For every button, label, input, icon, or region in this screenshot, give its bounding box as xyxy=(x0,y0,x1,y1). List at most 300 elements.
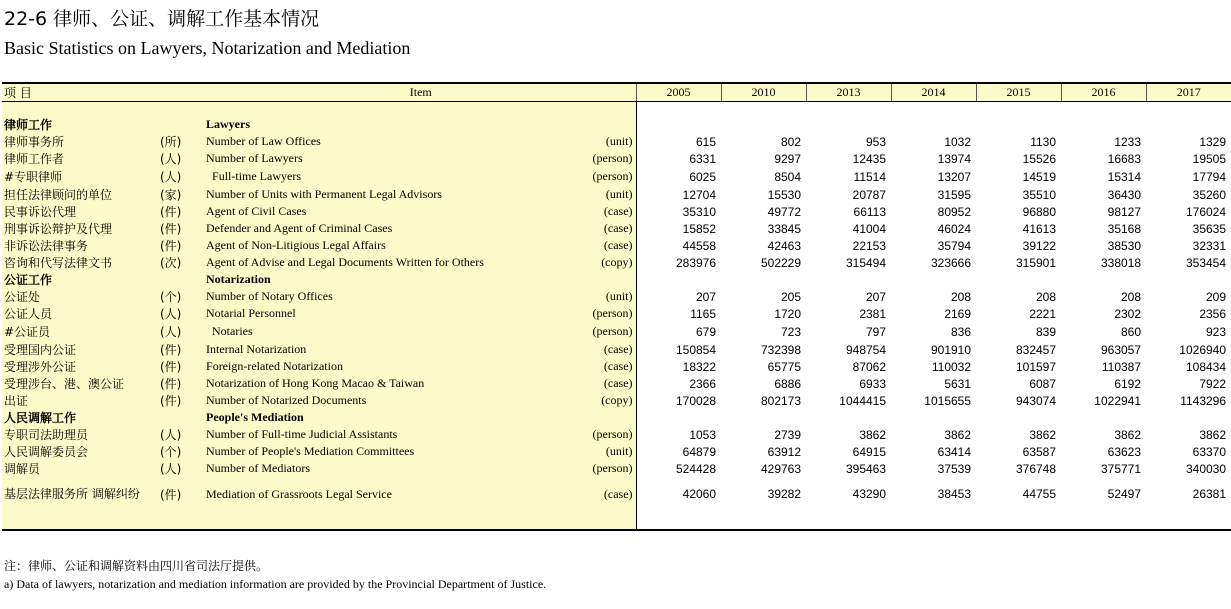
value-cell: 39282 xyxy=(767,487,802,501)
row-unit-cn: (人) xyxy=(160,305,206,322)
value-cell: 732398 xyxy=(760,342,802,357)
value-cell: 108434 xyxy=(1185,359,1227,374)
table-row xyxy=(2,392,1231,409)
table-row xyxy=(2,426,1231,443)
value-cell: 44558 xyxy=(682,238,717,253)
page-title-cn: 22-6 律师、公证、调解工作基本情况 xyxy=(4,8,320,30)
row-unit-cn: (人) xyxy=(160,322,206,341)
row-label-cn: 调解员 xyxy=(2,460,160,477)
value-cell: 839 xyxy=(1035,324,1057,339)
value-cell: 17794 xyxy=(1192,169,1227,184)
value-cell: 2169 xyxy=(944,306,972,321)
blank-cell xyxy=(806,511,891,530)
blank-cell xyxy=(160,116,206,133)
blank-cell xyxy=(2,511,160,530)
value-cell: 35168 xyxy=(1107,221,1142,236)
value-cell: 98127 xyxy=(1107,204,1142,219)
row-label-cn: 公证人员 xyxy=(2,305,160,322)
value-cell: 9297 xyxy=(774,151,802,166)
value-cell: 66113 xyxy=(853,204,887,219)
value-cell: 429763 xyxy=(760,461,802,476)
value-cell: 340030 xyxy=(1185,461,1227,476)
row-label-en: Foreign-related Notarization xyxy=(206,358,536,375)
value-cell: 33845 xyxy=(767,221,802,236)
blank-cell xyxy=(976,511,1061,530)
value-cell: 323666 xyxy=(930,255,972,270)
row-unit-en: (person) xyxy=(536,322,636,341)
value-cell: 208 xyxy=(1035,289,1057,304)
row-unit-en: (case) xyxy=(536,203,636,220)
blank-cell xyxy=(536,102,636,117)
value-cell: 3862 xyxy=(859,427,887,442)
row-label-en: Full-time Lawyers xyxy=(206,167,536,186)
blank-cell xyxy=(160,271,206,288)
value-cell: 1233 xyxy=(1114,134,1142,149)
blank-cell xyxy=(806,409,891,426)
value-cell: 832457 xyxy=(1015,342,1057,357)
value-cell: 6933 xyxy=(859,376,887,391)
value-cell: 5631 xyxy=(944,376,972,391)
blank-cell xyxy=(636,409,721,426)
value-cell: 35794 xyxy=(937,238,972,253)
value-cell: 207 xyxy=(695,289,717,304)
row-label-en: Notarization of Hong Kong Macao & Taiwan xyxy=(206,375,536,392)
value-cell: 836 xyxy=(950,324,972,339)
value-cell: 3862 xyxy=(944,427,972,442)
blank-cell xyxy=(891,409,976,426)
value-cell: 32331 xyxy=(1192,238,1227,253)
row-unit-en: (unit) xyxy=(536,288,636,305)
row-unit-en: (unit) xyxy=(536,133,636,150)
blank-cell xyxy=(536,409,636,426)
table-row xyxy=(2,460,1231,477)
row-label-cn: 律师工作者 xyxy=(2,150,160,167)
blank-cell xyxy=(636,116,721,133)
value-cell: 63912 xyxy=(767,444,802,459)
row-label-cn: 受理国内公证 xyxy=(2,341,160,358)
value-cell: 110032 xyxy=(931,359,972,374)
value-cell: 502229 xyxy=(760,255,802,270)
table-row xyxy=(2,203,1231,220)
row-label-en: Number of Lawyers xyxy=(206,150,536,167)
table-row xyxy=(2,254,1231,271)
blank-cell xyxy=(891,271,976,288)
row-label-cn: 民事诉讼代理 xyxy=(2,203,160,220)
row-unit-cn: (件) xyxy=(160,392,206,409)
value-cell: 802 xyxy=(780,134,802,149)
table-row xyxy=(2,186,1231,203)
value-cell: 6025 xyxy=(689,169,717,184)
footnote-en: a) Data of lawyers, notarization and mediation information are provided by the Provincial Department of Justice. xyxy=(4,577,547,591)
row-label-cn: 律师事务所 xyxy=(2,133,160,150)
value-cell: 42463 xyxy=(767,238,802,253)
row-unit-cn: (所) xyxy=(160,133,206,150)
blank-cell xyxy=(536,271,636,288)
row-label-cn: #专职律师 xyxy=(2,167,160,186)
blank-cell xyxy=(636,271,721,288)
value-cell: 923 xyxy=(1205,324,1227,339)
value-cell: 44755 xyxy=(1022,487,1057,501)
table-row xyxy=(2,358,1231,375)
value-cell: 2356 xyxy=(1199,306,1227,321)
blank-cell xyxy=(1146,409,1231,426)
value-cell: 38530 xyxy=(1107,238,1142,253)
row-label-cn: 非诉讼法律事务 xyxy=(2,237,160,254)
table-row xyxy=(2,133,1231,150)
blank-cell xyxy=(206,102,536,117)
row-unit-en: (case) xyxy=(536,341,636,358)
row-unit-en: (copy) xyxy=(536,392,636,409)
row-label-cn: 基层法律服务所 调解纠纷 xyxy=(2,477,160,511)
row-label-cn: 受理涉外公证 xyxy=(2,358,160,375)
value-cell: 963057 xyxy=(1100,342,1142,357)
header-item-cn: 项 目 xyxy=(2,83,206,102)
row-unit-en: (case) xyxy=(536,237,636,254)
value-cell: 15314 xyxy=(1107,169,1142,184)
value-cell: 20787 xyxy=(852,187,887,202)
value-cell: 35310 xyxy=(682,204,717,219)
row-unit-cn: (个) xyxy=(160,443,206,460)
section-label-en: Lawyers xyxy=(206,116,536,133)
value-cell: 13207 xyxy=(937,169,972,184)
value-cell: 524428 xyxy=(675,461,717,476)
value-cell: 2302 xyxy=(1114,306,1142,321)
blank-cell xyxy=(976,409,1061,426)
blank-cell xyxy=(636,511,721,530)
table-row xyxy=(2,237,1231,254)
blank-cell xyxy=(721,409,806,426)
row-unit-cn: (家) xyxy=(160,186,206,203)
section-label-cn: 律师工作 xyxy=(2,116,160,133)
row-unit-en: (unit) xyxy=(536,443,636,460)
value-cell: 16683 xyxy=(1107,151,1142,166)
row-label-en: Number of Units with Permanent Legal Advisors xyxy=(206,186,536,203)
value-cell: 39122 xyxy=(1022,238,1057,253)
value-cell: 43290 xyxy=(852,487,887,501)
value-cell: 31595 xyxy=(937,187,972,202)
value-cell: 6886 xyxy=(774,376,802,391)
value-cell: 209 xyxy=(1205,289,1227,304)
blank-cell xyxy=(806,102,891,117)
row-label-cn: 出证 xyxy=(2,392,160,409)
value-cell: 1720 xyxy=(774,306,802,321)
table-row xyxy=(2,305,1231,322)
value-cell: 110387 xyxy=(1101,359,1142,374)
header-year: 2005 xyxy=(636,83,721,102)
value-cell: 2739 xyxy=(774,427,802,442)
section-label-en: People's Mediation xyxy=(206,409,536,426)
value-cell: 18322 xyxy=(682,359,717,374)
value-cell: 3862 xyxy=(1114,427,1142,442)
row-unit-en: (person) xyxy=(536,460,636,477)
blank-cell xyxy=(536,511,636,530)
row-unit-cn: (人) xyxy=(160,460,206,477)
row-label-cn: 公证处 xyxy=(2,288,160,305)
value-cell: 150854 xyxy=(675,342,717,357)
value-cell: 11514 xyxy=(853,169,887,184)
value-cell: 19505 xyxy=(1192,151,1227,166)
value-cell: 41613 xyxy=(1022,221,1057,236)
row-unit-en: (person) xyxy=(536,167,636,186)
row-label-cn: 人民调解委员会 xyxy=(2,443,160,460)
value-cell: 315494 xyxy=(845,255,887,270)
value-cell: 41004 xyxy=(852,221,887,236)
row-unit-cn: (人) xyxy=(160,167,206,186)
blank-cell xyxy=(1146,116,1231,133)
value-cell: 38453 xyxy=(937,487,972,501)
row-unit-cn: (个) xyxy=(160,288,206,305)
value-cell: 338018 xyxy=(1100,255,1142,270)
value-cell: 37539 xyxy=(937,461,972,476)
row-label-en: Mediation of Grassroots Legal Service xyxy=(206,477,536,511)
section-row xyxy=(2,271,1231,288)
value-cell: 353454 xyxy=(1185,255,1227,270)
blank-cell xyxy=(721,116,806,133)
row-label-en: Defender and Agent of Criminal Cases xyxy=(206,220,536,237)
blank-cell xyxy=(806,271,891,288)
header-item-en: Item xyxy=(206,83,636,102)
spacer-row xyxy=(2,511,1231,530)
blank-cell xyxy=(1061,102,1146,117)
value-cell: 207 xyxy=(865,289,887,304)
header-year: 2014 xyxy=(891,83,976,102)
row-label-en: Number of Notarized Documents xyxy=(206,392,536,409)
value-cell: 64879 xyxy=(682,444,717,459)
blank-cell xyxy=(976,116,1061,133)
value-cell: 8504 xyxy=(774,169,802,184)
row-label-en: Number of People's Mediation Committees xyxy=(206,443,536,460)
value-cell: 1015655 xyxy=(924,393,972,408)
blank-cell xyxy=(721,102,806,117)
value-cell: 26381 xyxy=(1192,487,1227,501)
statistics-table xyxy=(2,82,1231,531)
footnote-cn: 注：律师、公证和调解资料由四川省司法厅提供。 xyxy=(4,559,269,573)
header-year: 2016 xyxy=(1061,83,1146,102)
value-cell: 802173 xyxy=(760,393,802,408)
row-unit-cn: (件) xyxy=(160,477,206,511)
value-cell: 208 xyxy=(1120,289,1142,304)
value-cell: 46024 xyxy=(937,221,972,236)
value-cell: 12435 xyxy=(852,151,887,166)
row-unit-en: (unit) xyxy=(536,186,636,203)
table-row xyxy=(2,375,1231,392)
value-cell: 679 xyxy=(695,324,717,339)
value-cell: 948754 xyxy=(845,342,887,357)
row-unit-en: (case) xyxy=(536,375,636,392)
blank-cell xyxy=(2,102,160,117)
blank-cell xyxy=(636,102,721,117)
row-label-cn: 受理涉台、港、澳公证 xyxy=(2,375,160,392)
value-cell: 901910 xyxy=(930,342,972,357)
row-unit-cn: (件) xyxy=(160,375,206,392)
row-unit-en: (person) xyxy=(536,305,636,322)
row-label-en: Number of Notary Offices xyxy=(206,288,536,305)
row-label-cn: 专职司法助理员 xyxy=(2,426,160,443)
header-year: 2015 xyxy=(976,83,1061,102)
value-cell: 1022941 xyxy=(1094,393,1142,408)
row-unit-en: (case) xyxy=(536,358,636,375)
value-cell: 13974 xyxy=(937,151,972,166)
blank-cell xyxy=(1146,102,1231,117)
row-unit-cn: (人) xyxy=(160,150,206,167)
table-row xyxy=(2,477,1231,511)
page-title-en: Basic Statistics on Lawyers, Notarization and Mediation xyxy=(4,38,411,58)
blank-cell xyxy=(1061,116,1146,133)
row-label-en: Agent of Civil Cases xyxy=(206,203,536,220)
table-row xyxy=(2,322,1231,341)
value-cell: 283976 xyxy=(675,255,717,270)
blank-cell xyxy=(206,511,536,530)
table-row xyxy=(2,150,1231,167)
value-cell: 7922 xyxy=(1199,376,1227,391)
row-label-cn: #公证员 xyxy=(2,322,160,341)
value-cell: 63370 xyxy=(1192,444,1227,459)
row-label-en: Number of Mediators xyxy=(206,460,536,477)
row-unit-cn: (人) xyxy=(160,426,206,443)
section-label-cn: 公证工作 xyxy=(2,271,160,288)
value-cell: 87062 xyxy=(852,359,887,374)
row-label-en: Notarial Personnel xyxy=(206,305,536,322)
section-label-en: Notarization xyxy=(206,271,536,288)
value-cell: 14519 xyxy=(1022,169,1057,184)
row-label-cn: 咨询和代写法律文书 xyxy=(2,254,160,271)
table-row xyxy=(2,220,1231,237)
row-label-cn: 刑事诉讼辩护及代理 xyxy=(2,220,160,237)
value-cell: 315901 xyxy=(1015,255,1057,270)
value-cell: 953 xyxy=(865,134,887,149)
value-cell: 35635 xyxy=(1192,221,1227,236)
row-label-cn: 担任法律顾问的单位 xyxy=(2,186,160,203)
table-row xyxy=(2,288,1231,305)
value-cell: 65775 xyxy=(767,359,802,374)
value-cell: 63587 xyxy=(1022,444,1057,459)
blank-cell xyxy=(160,511,206,530)
blank-cell xyxy=(891,116,976,133)
blank-cell xyxy=(1061,511,1146,530)
value-cell: 395463 xyxy=(845,461,887,476)
row-unit-en: (copy) xyxy=(536,254,636,271)
value-cell: 42060 xyxy=(682,487,717,501)
value-cell: 15530 xyxy=(767,187,802,202)
row-label-en: Agent of Advise and Legal Documents Written for Others xyxy=(206,254,536,271)
header-year: 2017 xyxy=(1146,83,1231,102)
row-unit-en: (person) xyxy=(536,150,636,167)
row-label-en: Notaries xyxy=(206,322,536,341)
blank-cell xyxy=(806,116,891,133)
value-cell: 35510 xyxy=(1022,187,1057,202)
value-cell: 176024 xyxy=(1185,204,1227,219)
row-unit-en: (case) xyxy=(536,220,636,237)
blank-cell xyxy=(721,511,806,530)
value-cell: 1053 xyxy=(689,427,717,442)
value-cell: 6087 xyxy=(1029,376,1057,391)
blank-cell xyxy=(536,116,636,133)
blank-cell xyxy=(160,409,206,426)
blank-cell xyxy=(976,102,1061,117)
row-label-en: Number of Law Offices xyxy=(206,133,536,150)
value-cell: 2366 xyxy=(689,376,717,391)
row-unit-cn: (件) xyxy=(160,203,206,220)
spacer-row xyxy=(2,102,1231,117)
value-cell: 6192 xyxy=(1114,376,1142,391)
value-cell: 2381 xyxy=(859,306,887,321)
table-row xyxy=(2,167,1231,186)
value-cell: 1032 xyxy=(944,134,972,149)
value-cell: 35260 xyxy=(1192,187,1227,202)
row-unit-en: (person) xyxy=(536,426,636,443)
value-cell: 64915 xyxy=(852,444,887,459)
value-cell: 52497 xyxy=(1107,487,1142,501)
blank-cell xyxy=(1061,409,1146,426)
value-cell: 101597 xyxy=(1015,359,1057,374)
value-cell: 170028 xyxy=(675,393,717,408)
row-label-en: Agent of Non-Litigious Legal Affairs xyxy=(206,237,536,254)
blank-cell xyxy=(721,271,806,288)
row-unit-cn: (件) xyxy=(160,237,206,254)
header-row xyxy=(2,83,1231,102)
value-cell: 96880 xyxy=(1022,204,1057,219)
value-cell: 376748 xyxy=(1015,461,1057,476)
blank-cell xyxy=(1146,511,1231,530)
table-row xyxy=(2,341,1231,358)
value-cell: 3862 xyxy=(1029,427,1057,442)
blank-cell xyxy=(1146,271,1231,288)
value-cell: 15526 xyxy=(1022,151,1057,166)
header-year: 2010 xyxy=(721,83,806,102)
value-cell: 12704 xyxy=(682,187,717,202)
value-cell: 615 xyxy=(695,134,717,149)
value-cell: 80952 xyxy=(937,204,972,219)
row-unit-cn: (件) xyxy=(160,220,206,237)
value-cell: 860 xyxy=(1120,324,1142,339)
value-cell: 2221 xyxy=(1029,306,1057,321)
value-cell: 49772 xyxy=(767,204,802,219)
value-cell: 63414 xyxy=(937,444,972,459)
row-label-en: Number of Full-time Judicial Assistants xyxy=(206,426,536,443)
value-cell: 3862 xyxy=(1199,427,1227,442)
value-cell: 1165 xyxy=(690,306,717,321)
blank-cell xyxy=(976,271,1061,288)
value-cell: 15852 xyxy=(682,221,717,236)
row-unit-en: (case) xyxy=(536,477,636,511)
value-cell: 1143296 xyxy=(1180,393,1227,408)
table-row xyxy=(2,443,1231,460)
value-cell: 36430 xyxy=(1107,187,1142,202)
section-row xyxy=(2,409,1231,426)
value-cell: 208 xyxy=(950,289,972,304)
value-cell: 6331 xyxy=(689,151,717,166)
row-unit-cn: (件) xyxy=(160,358,206,375)
table-body xyxy=(2,102,1231,531)
value-cell: 1044415 xyxy=(839,393,887,408)
row-unit-cn: (次) xyxy=(160,254,206,271)
blank-cell xyxy=(160,102,206,117)
row-unit-cn: (件) xyxy=(160,341,206,358)
blank-cell xyxy=(891,511,976,530)
value-cell: 22153 xyxy=(852,238,887,253)
value-cell: 63623 xyxy=(1107,444,1142,459)
value-cell: 1130 xyxy=(1030,134,1057,149)
section-label-cn: 人民调解工作 xyxy=(2,409,160,426)
value-cell: 205 xyxy=(780,289,802,304)
blank-cell xyxy=(1061,271,1146,288)
section-row xyxy=(2,116,1231,133)
header-year: 2013 xyxy=(806,83,891,102)
value-cell: 723 xyxy=(780,324,802,339)
value-cell: 1329 xyxy=(1199,134,1227,149)
value-cell: 375771 xyxy=(1100,461,1142,476)
value-cell: 1026940 xyxy=(1179,342,1227,357)
